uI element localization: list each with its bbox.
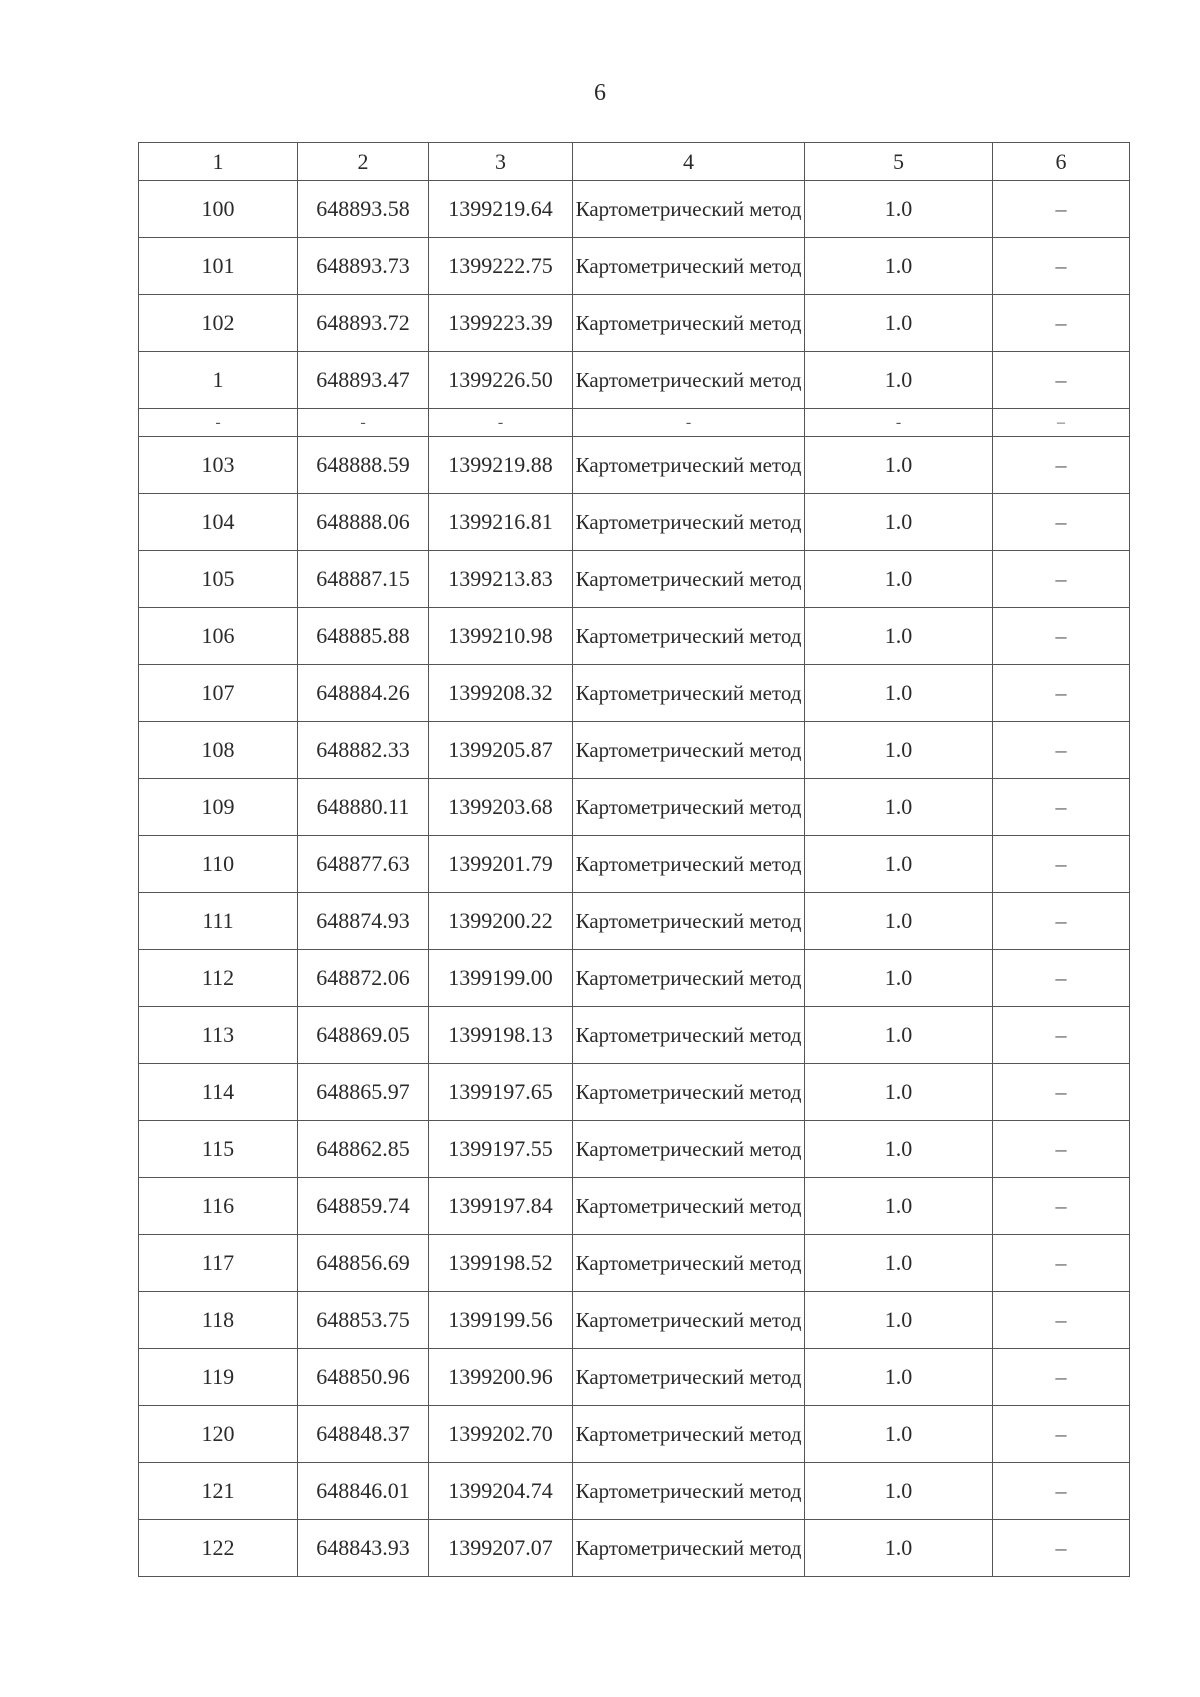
note-cell: – [993, 1064, 1130, 1121]
table-row [139, 950, 1130, 1007]
note-cell: – [993, 836, 1130, 893]
y-coordinate-cell: 1399226.50 [429, 352, 573, 409]
y-coordinate-cell: 1399222.75 [429, 238, 573, 295]
accuracy-cell: 1.0 [805, 352, 993, 409]
method-cell [573, 1349, 805, 1406]
method-text: Картометрический метод [575, 368, 802, 392]
method-text: Картометрический метод [575, 1536, 802, 1560]
y-coordinate-cell: 1399202.70 [429, 1406, 573, 1463]
note-cell: – [993, 437, 1130, 494]
y-coordinate-cell: 1399219.64 [429, 181, 573, 238]
accuracy-cell: 1.0 [805, 950, 993, 1007]
table-row [139, 494, 1130, 551]
method-cell [573, 1292, 805, 1349]
point-number-cell: 103 [139, 437, 298, 494]
table-row [139, 608, 1130, 665]
x-coordinate-cell: - [298, 409, 429, 437]
note-cell: – [993, 409, 1130, 437]
method-text: Картометрический метод [575, 738, 802, 762]
point-number-cell: - [139, 409, 298, 437]
method-text: Картометрический метод [575, 795, 802, 819]
header-cell: 1 [139, 143, 298, 181]
accuracy-cell: 1.0 [805, 181, 993, 238]
table-row [139, 1349, 1130, 1406]
point-number-cell: 111 [139, 893, 298, 950]
table-body [139, 143, 1130, 1577]
method-cell [573, 1007, 805, 1064]
note-cell: – [993, 608, 1130, 665]
x-coordinate-cell: 648885.88 [298, 608, 429, 665]
method-cell [573, 1406, 805, 1463]
accuracy-cell: 1.0 [805, 551, 993, 608]
x-coordinate-cell: 648888.59 [298, 437, 429, 494]
table-row [139, 1292, 1130, 1349]
y-coordinate-cell: 1399207.07 [429, 1520, 573, 1577]
method-text: Картометрический метод [575, 1137, 802, 1161]
point-number-cell: 107 [139, 665, 298, 722]
table-row [139, 1064, 1130, 1121]
x-coordinate-cell: 648887.15 [298, 551, 429, 608]
accuracy-cell: 1.0 [805, 295, 993, 352]
method-cell [573, 1520, 805, 1577]
accuracy-cell: 1.0 [805, 1007, 993, 1064]
method-cell [573, 608, 805, 665]
note-cell: – [993, 1520, 1130, 1577]
method-text: Картометрический метод [575, 1023, 802, 1047]
point-number-cell: 105 [139, 551, 298, 608]
x-coordinate-cell: 648862.85 [298, 1121, 429, 1178]
table-row [139, 1121, 1130, 1178]
y-coordinate-cell: 1399198.13 [429, 1007, 573, 1064]
y-coordinate-cell: 1399223.39 [429, 295, 573, 352]
note-cell: – [993, 1463, 1130, 1520]
table-row [139, 665, 1130, 722]
accuracy-cell: 1.0 [805, 836, 993, 893]
accuracy-cell: 1.0 [805, 1235, 993, 1292]
y-coordinate-cell: 1399203.68 [429, 779, 573, 836]
table-row [139, 238, 1130, 295]
header-cell: 5 [805, 143, 993, 181]
y-coordinate-cell: 1399204.74 [429, 1463, 573, 1520]
y-coordinate-cell: 1399201.79 [429, 836, 573, 893]
x-coordinate-cell: 648882.33 [298, 722, 429, 779]
method-text: Картометрический метод [575, 909, 802, 933]
point-number-cell: 118 [139, 1292, 298, 1349]
method-cell [573, 551, 805, 608]
table-row [139, 1463, 1130, 1520]
x-coordinate-cell: 648884.26 [298, 665, 429, 722]
method-cell [573, 893, 805, 950]
point-number-cell: 110 [139, 836, 298, 893]
table-row [139, 1520, 1130, 1577]
method-cell [573, 836, 805, 893]
method-cell [573, 437, 805, 494]
method-text: Картометрический метод [575, 567, 802, 591]
accuracy-cell: 1.0 [805, 238, 993, 295]
note-cell: – [993, 551, 1130, 608]
table-row [139, 295, 1130, 352]
accuracy-cell: 1.0 [805, 1064, 993, 1121]
note-cell: – [993, 722, 1130, 779]
point-number-cell: 102 [139, 295, 298, 352]
table-row [139, 779, 1130, 836]
y-coordinate-cell: 1399200.22 [429, 893, 573, 950]
y-coordinate-cell: 1399200.96 [429, 1349, 573, 1406]
table-row [139, 1178, 1130, 1235]
note-cell: – [993, 1292, 1130, 1349]
point-number-cell: 106 [139, 608, 298, 665]
method-text: Картометрический метод [575, 1308, 802, 1332]
accuracy-cell: 1.0 [805, 1178, 993, 1235]
accuracy-cell: 1.0 [805, 608, 993, 665]
method-cell [573, 238, 805, 295]
method-text: Картометрический метод [575, 1365, 802, 1389]
accuracy-cell: 1.0 [805, 1520, 993, 1577]
accuracy-cell: 1.0 [805, 1463, 993, 1520]
method-cell [573, 1235, 805, 1292]
x-coordinate-cell: 648880.11 [298, 779, 429, 836]
point-number-cell: 122 [139, 1520, 298, 1577]
note-cell: – [993, 352, 1130, 409]
method-text: Картометрический метод [575, 624, 802, 648]
method-text: Картометрический метод [575, 1422, 802, 1446]
method-cell: - [573, 409, 805, 437]
x-coordinate-cell: 648888.06 [298, 494, 429, 551]
point-number-cell: 119 [139, 1349, 298, 1406]
method-text: Картометрический метод [575, 510, 802, 534]
x-coordinate-cell: 648872.06 [298, 950, 429, 1007]
point-number-cell: 1 [139, 352, 298, 409]
note-cell: – [993, 1007, 1130, 1064]
method-text: Картометрический метод [575, 966, 802, 990]
note-cell: – [993, 950, 1130, 1007]
method-cell [573, 1064, 805, 1121]
method-text: Картометрический метод [575, 1251, 802, 1275]
method-text: Картометрический метод [575, 1080, 802, 1104]
method-cell [573, 352, 805, 409]
y-coordinate-cell: - [429, 409, 573, 437]
x-coordinate-cell: 648874.93 [298, 893, 429, 950]
note-cell: – [993, 1235, 1130, 1292]
y-coordinate-cell: 1399205.87 [429, 722, 573, 779]
accuracy-cell: 1.0 [805, 779, 993, 836]
method-text: Картометрический метод [575, 453, 802, 477]
accuracy-cell: 1.0 [805, 1349, 993, 1406]
method-cell [573, 1463, 805, 1520]
method-cell [573, 295, 805, 352]
accuracy-cell: 1.0 [805, 1406, 993, 1463]
method-text: Картометрический метод [575, 197, 802, 221]
method-cell [573, 665, 805, 722]
accuracy-cell: 1.0 [805, 722, 993, 779]
table-row [139, 893, 1130, 950]
point-number-cell: 108 [139, 722, 298, 779]
note-cell: – [993, 1178, 1130, 1235]
note-cell: – [993, 1406, 1130, 1463]
separator-row [139, 409, 1130, 437]
accuracy-cell: 1.0 [805, 893, 993, 950]
point-number-cell: 120 [139, 1406, 298, 1463]
method-text: Картометрический метод [575, 681, 802, 705]
accuracy-cell: - [805, 409, 993, 437]
accuracy-cell: 1.0 [805, 437, 993, 494]
y-coordinate-cell: 1399208.32 [429, 665, 573, 722]
note-cell: – [993, 181, 1130, 238]
method-cell [573, 1121, 805, 1178]
x-coordinate-cell: 648856.69 [298, 1235, 429, 1292]
header-row [139, 143, 1130, 181]
method-cell [573, 779, 805, 836]
point-number-cell: 113 [139, 1007, 298, 1064]
x-coordinate-cell: 648850.96 [298, 1349, 429, 1406]
y-coordinate-cell: 1399197.84 [429, 1178, 573, 1235]
header-cell: 2 [298, 143, 429, 181]
y-coordinate-cell: 1399199.56 [429, 1292, 573, 1349]
note-cell: – [993, 1349, 1130, 1406]
point-number-cell: 115 [139, 1121, 298, 1178]
accuracy-cell: 1.0 [805, 494, 993, 551]
x-coordinate-cell: 648843.93 [298, 1520, 429, 1577]
x-coordinate-cell: 648893.47 [298, 352, 429, 409]
method-cell [573, 1178, 805, 1235]
point-number-cell: 112 [139, 950, 298, 1007]
accuracy-cell: 1.0 [805, 1121, 993, 1178]
table-row [139, 836, 1130, 893]
note-cell: – [993, 893, 1130, 950]
note-cell: – [993, 1121, 1130, 1178]
x-coordinate-cell: 648846.01 [298, 1463, 429, 1520]
header-cell: 6 [993, 143, 1130, 181]
point-number-cell: 114 [139, 1064, 298, 1121]
method-cell [573, 950, 805, 1007]
note-cell: – [993, 238, 1130, 295]
table-row [139, 352, 1130, 409]
coordinates-table [138, 142, 1130, 1577]
note-cell: – [993, 665, 1130, 722]
note-cell: – [993, 779, 1130, 836]
y-coordinate-cell: 1399210.98 [429, 608, 573, 665]
y-coordinate-cell: 1399199.00 [429, 950, 573, 1007]
x-coordinate-cell: 648853.75 [298, 1292, 429, 1349]
note-cell: – [993, 494, 1130, 551]
x-coordinate-cell: 648877.63 [298, 836, 429, 893]
header-cell: 3 [429, 143, 573, 181]
x-coordinate-cell: 648869.05 [298, 1007, 429, 1064]
y-coordinate-cell: 1399197.55 [429, 1121, 573, 1178]
method-text: Картометрический метод [575, 311, 802, 335]
accuracy-cell: 1.0 [805, 665, 993, 722]
method-text: Картометрический метод [575, 254, 802, 278]
point-number-cell: 116 [139, 1178, 298, 1235]
table-row [139, 437, 1130, 494]
x-coordinate-cell: 648848.37 [298, 1406, 429, 1463]
x-coordinate-cell: 648893.73 [298, 238, 429, 295]
note-cell: – [993, 295, 1130, 352]
point-number-cell: 100 [139, 181, 298, 238]
table-row [139, 551, 1130, 608]
x-coordinate-cell: 648893.58 [298, 181, 429, 238]
point-number-cell: 117 [139, 1235, 298, 1292]
table-row [139, 181, 1130, 238]
point-number-cell: 104 [139, 494, 298, 551]
method-text: Картометрический метод [575, 1194, 802, 1218]
accuracy-cell: 1.0 [805, 1292, 993, 1349]
table-row [139, 1007, 1130, 1064]
point-number-cell: 121 [139, 1463, 298, 1520]
method-text: Картометрический метод [575, 852, 802, 876]
page-number: 6 [594, 80, 606, 106]
y-coordinate-cell: 1399197.65 [429, 1064, 573, 1121]
point-number-cell: 101 [139, 238, 298, 295]
y-coordinate-cell: 1399213.83 [429, 551, 573, 608]
y-coordinate-cell: 1399198.52 [429, 1235, 573, 1292]
table-row [139, 722, 1130, 779]
y-coordinate-cell: 1399216.81 [429, 494, 573, 551]
method-cell [573, 722, 805, 779]
x-coordinate-cell: 648859.74 [298, 1178, 429, 1235]
x-coordinate-cell: 648865.97 [298, 1064, 429, 1121]
method-text: Картометрический метод [575, 1479, 802, 1503]
header-cell: 4 [573, 143, 805, 181]
method-cell [573, 181, 805, 238]
point-number-cell: 109 [139, 779, 298, 836]
method-cell [573, 494, 805, 551]
y-coordinate-cell: 1399219.88 [429, 437, 573, 494]
x-coordinate-cell: 648893.72 [298, 295, 429, 352]
table-row [139, 1406, 1130, 1463]
table-row [139, 1235, 1130, 1292]
